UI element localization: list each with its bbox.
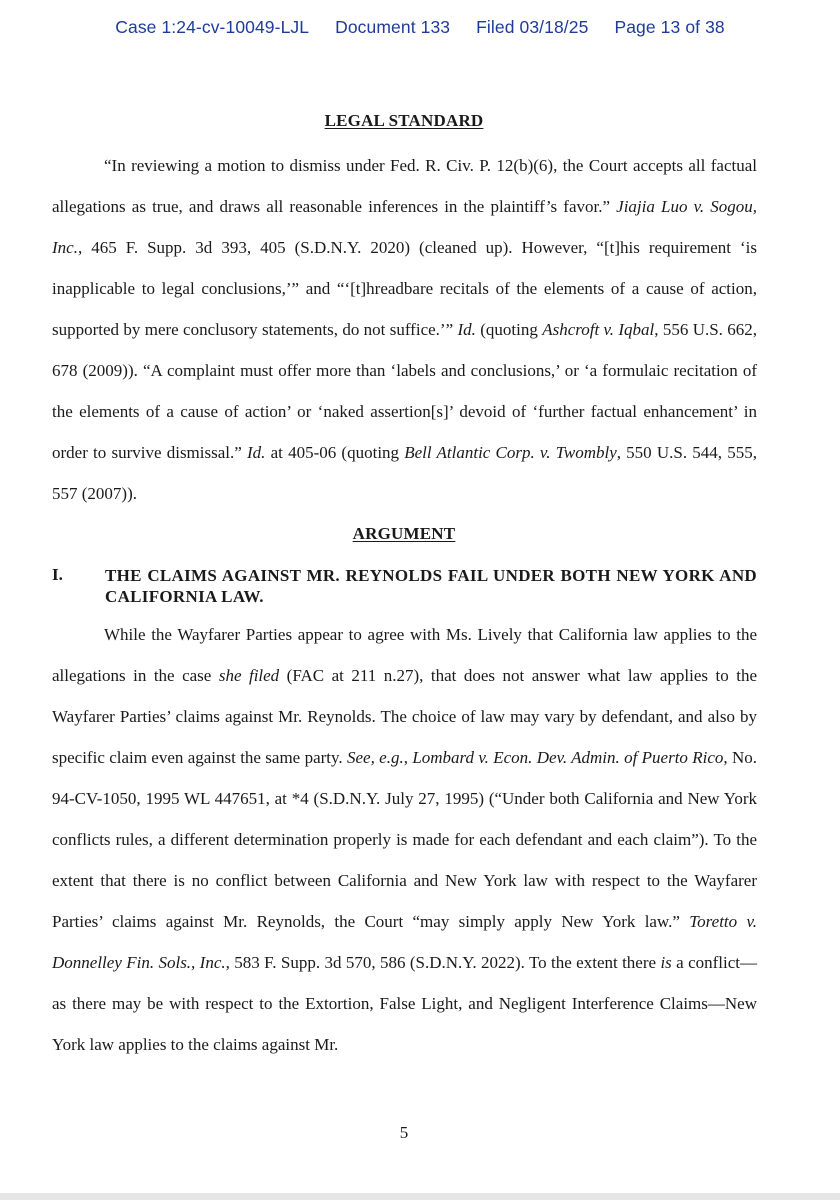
citation-case: Ashcroft v. Iqbal bbox=[542, 320, 655, 339]
citation-id: Id. bbox=[247, 443, 266, 462]
page-number: 5 bbox=[399, 1123, 409, 1142]
citation-case: Toretto v. Donnelley Fin. Sols., Inc. bbox=[52, 912, 758, 972]
case-number: Case 1:24-cv-10049-LJL bbox=[115, 17, 310, 37]
citation-case: Lombard v. Econ. Dev. Admin. of Puerto Rico bbox=[412, 748, 724, 767]
filed-date: Filed 03/18/25 bbox=[476, 17, 589, 37]
section-number: I. bbox=[52, 565, 63, 584]
signal: See, e.g. bbox=[346, 748, 404, 767]
emphasis: she filed bbox=[218, 666, 280, 685]
document-number: Document 133 bbox=[335, 17, 451, 37]
citation-case: Bell Atlantic Corp. v. Twombly bbox=[404, 443, 617, 462]
legal-standard-heading: LEGAL STANDARD bbox=[324, 111, 484, 130]
page-indicator: Page 13 of 38 bbox=[614, 17, 725, 37]
viewer-bottom-edge bbox=[0, 1193, 840, 1200]
case-header bbox=[0, 17, 840, 38]
emphasis: is bbox=[660, 953, 672, 972]
argument-paragraph: While the Wayfarer Parties appear to agree with Ms. Lively that California law applies to the allegations in the case she filed (FAC at 211 n.27), that does not answer what law applies to the Wayfarer Parties’ claims against Mr. Reynolds. The choice of law may vary by defendant, and also by specific claim even against the same party. See, e.g., Lombard v. Econ. Dev. Admin. of Puerto Rico, No. 94-CV-1050, 1995 WL 447651, at *4 (S.D.N.Y. July 27, 1995) (“Under both California and New York conflicts rules, a different determination properly is made for each defendant and each claim”). To the extent that there is no conflict between California and New York law with respect to the Wayfarer Parties’ claims against Mr. Reynolds, the Court “may simply apply New York law.” Toretto v. Donnelley Fin. Sols., Inc., 583 F. Supp. 3d 570, 586 (S.D.N.Y. 2022). To the extent there is a conflict—as there may be with respect to the Extortion, False Light, and Negligent Interference Claims—New York law applies to the claims against Mr. bbox=[52, 625, 758, 1054]
argument-heading: ARGUMENT bbox=[352, 524, 456, 543]
citation-id: Id. bbox=[457, 320, 476, 339]
legal-standard-paragraph: “In reviewing a motion to dismiss under Fed. R. Civ. P. 12(b)(6), the Court accepts all factual allegations as true, and draws all reasonable inferences in the plaintiff’s favor.” Jiajia Luo v. Sogou, Inc., 465 F. Supp. 3d 393, 405 (S.D.N.Y. 2020) (cleaned up). However, “[t]his requirement ‘is inapplicable to legal conclusions,’” and “‘[t]hreadbare recitals of the elements of a cause of action, supported by mere conclusory statements, do not suffice.’” Id. (quoting Ashcroft v. Iqbal, 556 U.S. 662, 678 (2009)). “A complaint must offer more than ‘labels and conclusions,’ or ‘a formulaic recitation of the elements of a cause of action’ or ‘naked assertion[s]’ devoid of ‘further factual enhancement’ in order to survive dismissal.” Id. at 405-06 (quoting Bell Atlantic Corp. v. Twombly, 550 U.S. 544, 555, 557 (2007)). bbox=[52, 156, 758, 503]
citation-case: Jiajia Luo v. Sogou, Inc. bbox=[52, 197, 758, 257]
section-title: THE CLAIMS AGAINST MR. REYNOLDS FAIL UNDER BOTH NEW YORK AND CALIFORNIA LAW. bbox=[105, 566, 757, 606]
